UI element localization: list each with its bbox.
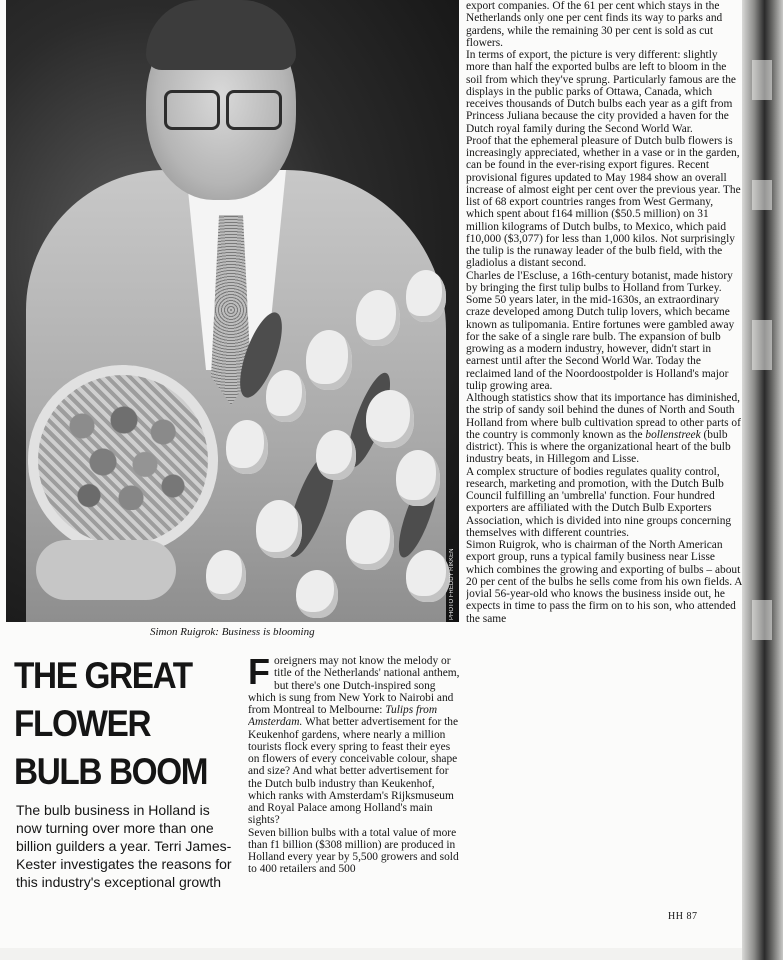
drop-cap: F [248,655,270,692]
paragraph: Simon Ruigrok, who is chairman of the North American export group, runs a typical family business near Lisse which combines the growing and exporting of bulbs – about 20 per cent of the bulbs he sells come from his own fields. A jovial 56-year-old who knows the business inside out, he expects in time to pass the firm on to his son, who attended the same [466,539,742,625]
headline [14,652,217,796]
headline-line-1: THE GREAT [14,655,192,696]
paragraph: In terms of export, the picture is very different: slightly more than half the exported bulbs are left to bloom in the soil from which they've sprung. Particularly famous are the displays in the public parks of Ottawa, Canada, which receives thousands of Dutch bulbs each year as a gift from Princess Juliana because the city provided a haven for the Dutch royal family during the Second World War. [466,49,736,135]
article-column-2 [466,0,742,900]
page-edge-shadow [742,0,783,960]
tulip-bouquet-image [206,250,459,622]
paragraph: Seven billion bulbs with a total value of more than f1 billion ($308 million) are produced in Holland every year by 5,500 growers and sold to 400 retailers and 500 [248,826,459,876]
portrait-photo [6,0,459,622]
page-number: HH 87 [668,911,698,922]
song-title: Tulips from Amsterdam. [248,704,438,729]
paragraph: Proof that the ephemeral pleasure of Dutch bulb flowers is increasingly appreciated, whether in a vase or in the garden, can be found in the ever-rising export figures. Recent provisional figures updated to May 1984 show an overall increase of almost eight per cent over the previous year. The list of 68 export countries ranges from West Germany, which spent about f164 million ($50.5 million) on 31 million kilograms of Dutch bulbs, to Mexico, which paid f10,000 ($3,077) for less than 1,000 kilos. Not surprisingly the tulip is the runaway leader of the bulb field, with the gladiolus a distant second. [466,134,741,270]
headline-line-2: FLOWER [14,703,151,744]
photo-caption: Simon Ruigrok: Business is blooming [150,626,315,638]
paragraph: Although statistics show that its importance has diminished, the strip of sandy soil behind the dunes of North and South Holland from where bulb cultivation spread to other parts of the country is commonly known as the bollenstreek (bulb district). This is where the organizational heart of the bulb industry beats, in Hillegom and Lisse. [466,392,741,466]
article-column-1 [248,655,462,905]
standfirst: The bulb business in Holland is now turning over more than one billion guilders a year. Terri James-Kester investigates the reasons for this industry's exceptional growth [16,802,232,890]
photo-glasses [164,90,282,126]
headline-line-3: BULB BOOM [14,751,208,792]
photo-hand [36,540,176,600]
emphasis: bollenstreek [645,428,701,441]
paragraph: Foreigners may not know the melody or title of the Netherlands' national anthem, but there's one Dutch-inspired song which is sung from New York to Nairobi and from Montreal to Melbourne: Tulips from Amsterdam. What better advertisement for the Keukenhof gardens, where nearly a million tourists flock every spring to feast their eyes on flowers of every conceivable colour, shape and size? And what better advertisement for the Dutch bulb industry than Keukenhof, which ranks with Amsterdam's Rijksmuseum and Royal Palace among Holland's main sights? [248,655,460,827]
photo-hair [146,0,296,70]
paragraph: export companies. Of the 61 per cent which stays in the Netherlands only one per cent finds its way to parks and gardens, while the remaining 30 per cent is sold as cut flowers. [466,0,723,49]
bulbs-image [54,390,194,510]
photo-credit: PHOTO FREDDY RIKKEN [449,548,455,620]
paragraph: Charles de l'Escluse, a 16th-century botanist, made history by bringing the first tulip bulbs to Holland from Turkey. Some 50 years later, in the mid-1630s, an extraordinary craze developed among Dutch tulip lovers, which became known as tulipomania. Entire fortunes were gambled away for the sake of a single rare bulb. The expansion of bulb growing as a modern industry, however, didn't start in earnest until after the Second World War. Today the reclaimed land of the Noordoostpolder is Holland's major tulip growing area. [466,269,735,392]
paragraph: A complex structure of bodies regulates quality control, research, marketing and promotion, with the Dutch Bulb Council fulfilling an 'umbrella' function. Four hundred exporters are affiliated with the Dutch Bulb Exporters Association, which is divided into nine groups concerning themselves with different countries. [466,465,732,539]
